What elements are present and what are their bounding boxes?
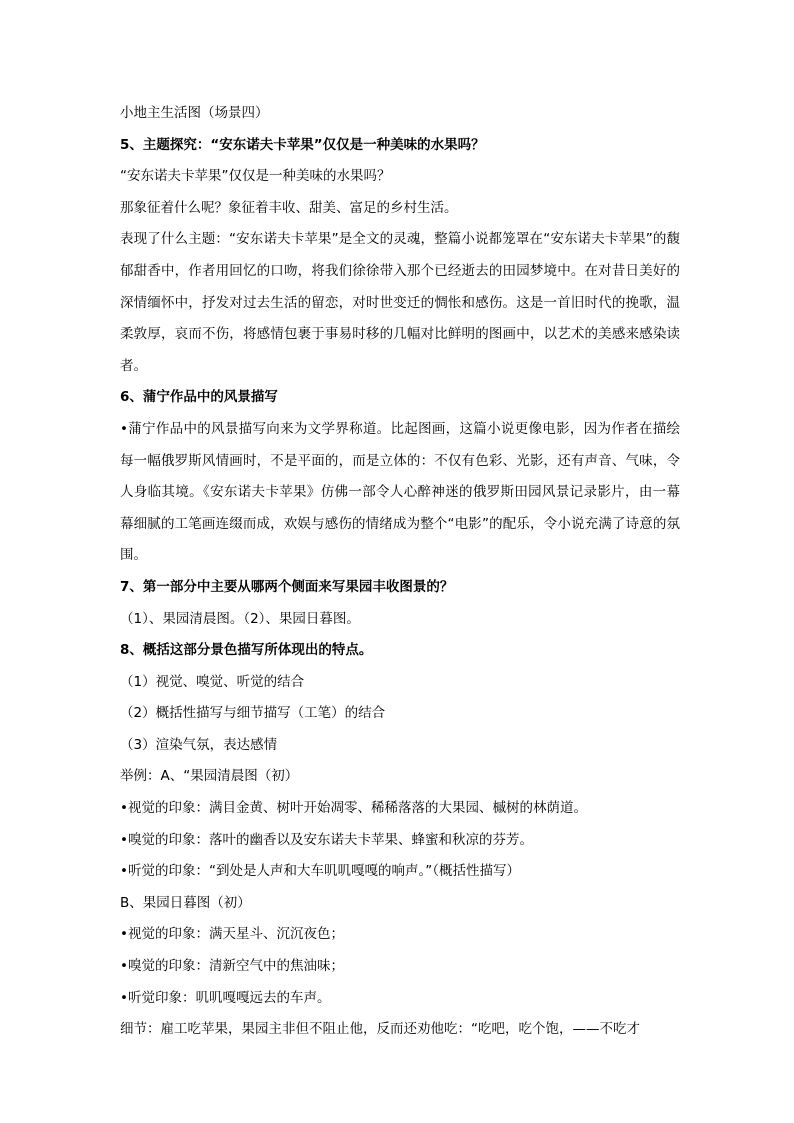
detail-text: 细节：雇工吃苹果，果园主非但不阻止他，反而还劝他吃：“吃吧，吃个饱，——不吃才 (120, 1021, 640, 1038)
heading-7: 7、第一部分中主要从哪两个侧面来写果园丰收图景的？ (120, 578, 454, 595)
bullet-visual-b: •视觉的印象：满天星斗、沉沉夜色； (120, 926, 344, 943)
bullet-hearing-b: •听觉印象：叽叽嘎嘎远去的车声。 (120, 989, 331, 1006)
heading-6: 6、蒲宁作品中的风景描写 (120, 389, 278, 406)
point-3: （3）渲染气氛，表达感情 (120, 736, 278, 753)
point-1: （1）视觉、嗅觉、听觉的结合 (120, 673, 305, 690)
point-2: （2）概括性描写与细节描写（工笔）的结合 (120, 705, 386, 722)
example-a: 举例：A、“果园清晨图（初） (120, 768, 299, 785)
heading-8: 8、概括这部分景色描写所体现出的特点。 (120, 642, 373, 659)
heading-5: 5、主题探究：“安东诺夫卡苹果”仅仅是一种美味的水果吗？ (120, 136, 485, 153)
example-b: B、果园日暮图（初） (120, 894, 251, 911)
bullet-smell-b: •嗅觉的印象：清新空气中的焦油味； (120, 958, 344, 975)
scenery-paragraph: •蒲宁作品中的风景描写向来为文学界称道。比起图画，这篇小说更像电影，因为作者在描绘每一幅俄罗斯风情画时，不是平面的，而是立体的：不仅有色彩、光影，还有声音、气味，令人身临其境。《安东诺夫卡苹果》仿佛一部令人心醉神迷的俄罗斯田园风景记录影片，由一幕幕细腻的工笔画连缀而成，欢娱与感伤的情绪成为整个“电影”的配乐，令小说充满了诗意的氛围。 (120, 420, 680, 564)
bullet-smell-a: •嗅觉的印象：落叶的幽香以及安东诺夫卡苹果、蜂蜜和秋凉的芬芳。 (120, 831, 533, 848)
theme-paragraph: 表现了什么主题：“安东诺夫卡苹果”是全文的灵魂，整篇小说都笼罩在“安东诺夫卡苹果”的馥郁甜香中，作者用回忆的口吻，将我们徐徐带入那个已经逝去的田园梦境中。在对昔日美好的深情缅怀中，抒发对过去生活的留恋，对时世变迁的惆怅和感伤。这是一首旧时代的挽歌，温柔敦厚，哀而不伤，将感情包裹于事易时移的几幅对比鲜明的图画中，以艺术的美感来感染读者。 (120, 231, 680, 374)
scene-caption: 小地主生活图（场景四） (120, 105, 269, 121)
question-text: “安东诺夫卡苹果”仅仅是一种美味的水果吗？ (120, 168, 391, 185)
answer-7: （1）、果园清晨图。（2）、果园日暮图。 (120, 610, 360, 627)
symbol-text: 那象征着什么呢？象征着丰收、甜美、富足的乡村生活。 (120, 199, 458, 216)
document-body (120, 98, 680, 1046)
bullet-visual-a: •视觉的印象：满目金黄、树叶开始凋零、稀稀落落的大果园、槭树的林荫道。 (120, 800, 587, 817)
bullet-hearing-a: •听觉的印象：“到处是人声和大车叽叽嘎嘎的响声。”（概括性描写） (120, 863, 520, 880)
